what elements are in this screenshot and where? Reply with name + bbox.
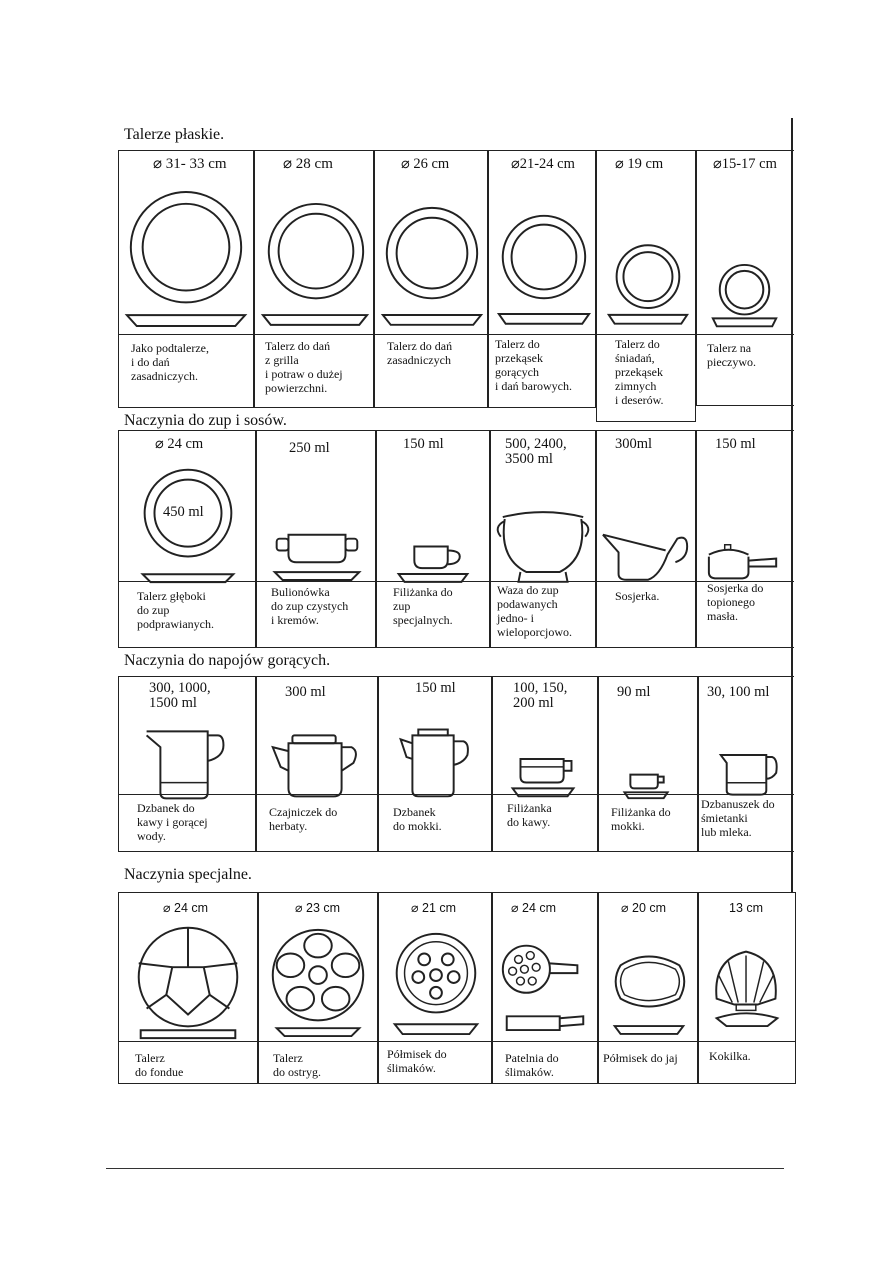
item-description: Sosjerka. [615, 589, 660, 603]
item-description: Jako podtalerze, i do dań zasadniczych. [131, 341, 209, 383]
bread-plate-icon [697, 179, 794, 339]
item-description: Waza do zup podawanych jedno- i wieloporcjowo. [497, 583, 572, 639]
item-plate-15-17 [696, 150, 794, 406]
coffee-jug-icon [119, 713, 255, 803]
item-snail-platter [378, 892, 492, 1084]
butter-saucepan-icon [697, 455, 794, 585]
item-butter-saucepan [696, 430, 794, 648]
size-label: ⌀15-17 cm [713, 156, 777, 172]
egg-platter-icon [599, 919, 697, 1043]
item-fondue-plate [118, 892, 258, 1084]
item-plate-26 [374, 150, 488, 408]
size-label: 150 ml [715, 436, 756, 452]
size-label: ⌀ 31- 33 cm [153, 156, 227, 172]
snack-plate-icon [489, 179, 595, 339]
size-label: 150 ml [415, 680, 456, 696]
item-description: Talerz na pieczywo. [707, 341, 756, 369]
oyster-plate-icon [259, 919, 377, 1043]
item-description: Filiżanka do mokki. [611, 805, 671, 833]
item-description: Półmisek do jaj [603, 1051, 678, 1065]
teapot-icon [257, 713, 377, 803]
size-label: ⌀ 21 cm [411, 901, 457, 915]
size-label: ⌀ 28 cm [283, 156, 333, 172]
item-gravy-boat [596, 430, 696, 648]
section-title-hot-drinks: Naczynia do napojów gorących. [124, 652, 331, 669]
item-bouillon-cup [256, 430, 376, 648]
fondue-plate-icon [119, 919, 257, 1043]
size-label: ⌀ 24 cm [163, 901, 209, 915]
item-description: Czajniczek do herbaty. [269, 805, 338, 833]
item-description: Talerz głęboki do zup podprawianych. [137, 589, 214, 631]
creamer-icon [699, 713, 794, 803]
gravy-boat-icon [597, 455, 695, 585]
item-plate-28 [254, 150, 374, 408]
size-label: 300 ml [285, 684, 326, 700]
size-label: ⌀ 23 cm [295, 901, 341, 915]
item-coffee-jug [118, 676, 256, 852]
right-border [791, 118, 793, 892]
item-mocha-cup [598, 676, 698, 852]
item-creamer [698, 676, 794, 852]
item-plate-19 [596, 150, 696, 422]
item-description: Sosjerka do topionego masła. [707, 581, 764, 623]
size-label: ⌀ 26 cm [401, 156, 450, 172]
item-soup-cup [376, 430, 490, 648]
breakfast-plate-icon [597, 179, 695, 339]
mocha-jug-icon [379, 713, 491, 803]
size-label: 90 ml [617, 684, 651, 700]
size-label: 13 cm [729, 901, 764, 915]
size-label: 500, 2400, 3500 ml [505, 436, 567, 467]
size-label: ⌀ 19 cm [615, 156, 664, 172]
item-description: Talerz do śniadań, przekąsek zimnych i deserów. [615, 337, 664, 407]
size-label: ⌀ 24 cm [155, 436, 204, 452]
item-description: Dzbanek do mokki. [393, 805, 442, 833]
item-description: Kokilka. [709, 1049, 751, 1063]
size-label: ⌀ 20 cm [621, 901, 667, 915]
scallop-shell-icon [699, 919, 795, 1043]
item-description: Talerz do dań zasadniczych [387, 339, 453, 367]
item-description: Talerz do dań z grilla i potraw o dużej powierzchni. [265, 339, 343, 395]
soup-cup-icon [377, 455, 489, 585]
item-description: Filiżanka do kawy. [507, 801, 552, 829]
snail-platter-icon [379, 919, 491, 1043]
item-teapot [256, 676, 378, 852]
size-label: 30, 100 ml [707, 684, 770, 700]
item-soup-tureen [490, 430, 596, 648]
item-deep-plate [118, 430, 256, 648]
item-description: Talerz do fondue [135, 1051, 184, 1079]
item-description: Patelnia do ślimaków. [505, 1051, 559, 1079]
item-description: Dzbanuszek do śmietanki lub mleka. [701, 797, 775, 839]
item-description: Bulionówka do zup czystych i kremów. [271, 585, 349, 627]
capacity-label: 450 ml [163, 504, 204, 520]
size-label: ⌀ 24 cm [511, 901, 557, 915]
grill-plate-icon [255, 179, 373, 339]
section-title-flat-plates: Talerze płaskie. [124, 126, 225, 143]
size-label: ⌀21-24 cm [511, 156, 575, 172]
item-oyster-plate [258, 892, 378, 1084]
item-coffee-cup [492, 676, 598, 852]
main-course-plate-icon [375, 179, 487, 339]
bouillon-cup-icon [257, 455, 375, 585]
dinner-plate-icon [119, 179, 253, 339]
item-description: Filiżanka do zup specjalnych. [393, 585, 453, 627]
coffee-cup-icon [493, 713, 597, 803]
item-plate-31-33 [118, 150, 254, 408]
item-egg-platter [598, 892, 698, 1084]
footer-rule [106, 1168, 784, 1169]
section-title-soups-sauces: Naczynia do zup i sosów. [124, 412, 287, 429]
item-description: Dzbanek do kawy i gorącej wody. [137, 801, 208, 843]
item-description: Talerz do przekąsek gorących i dań barowych. [495, 337, 572, 393]
size-label: 250 ml [289, 440, 330, 456]
snail-pan-icon [493, 919, 597, 1043]
deep-plate-icon [119, 455, 255, 585]
size-label: 300, 1000, 1500 ml [149, 680, 211, 711]
size-label: 150 ml [403, 436, 444, 452]
size-label: 300ml [615, 436, 653, 452]
item-mocha-jug [378, 676, 492, 852]
item-scallop-shell [698, 892, 796, 1084]
mocha-cup-icon [599, 713, 697, 803]
item-snail-pan [492, 892, 598, 1084]
size-label: 100, 150, 200 ml [513, 680, 568, 711]
tableware-sheet [118, 118, 796, 1088]
item-description: Talerz do ostryg. [273, 1051, 321, 1079]
item-description: Półmisek do ślimaków. [387, 1047, 447, 1075]
section-title-special: Naczynia specjalne. [124, 866, 252, 883]
item-plate-21-24 [488, 150, 596, 408]
soup-tureen-icon [491, 455, 595, 585]
